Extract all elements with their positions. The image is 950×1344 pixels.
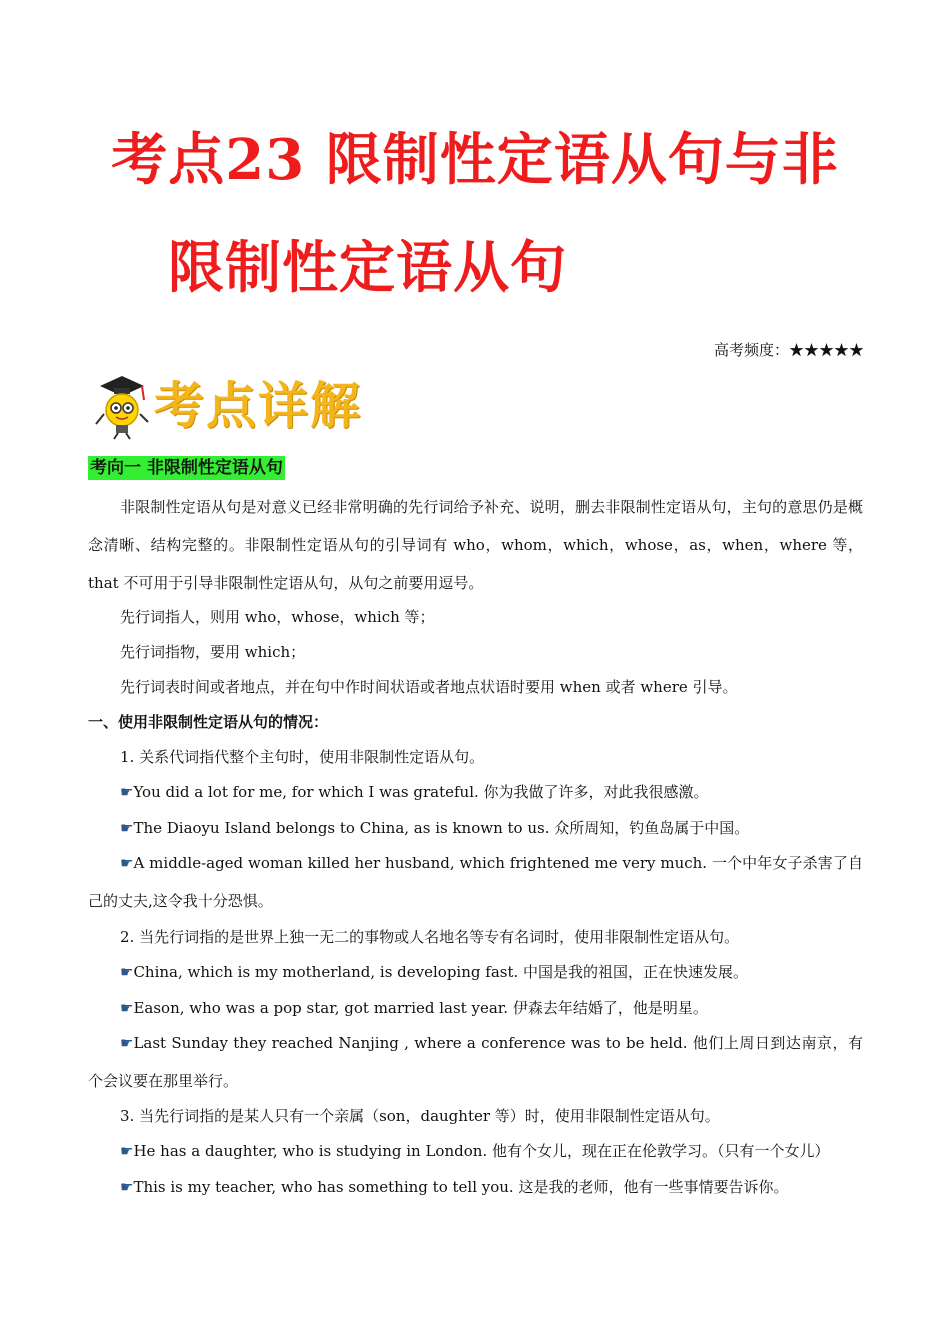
- example-text: Last Sunday they reached Nanjing , where a conference was to be held. 他们上周日到达南京，有个会议要在那里举行。: [88, 1034, 863, 1090]
- example-item: [88, 844, 863, 920]
- example-text: He has a daughter, who is studying in London. 他有个女儿，现在正在伦敦学习。（只有一个女儿）: [133, 1142, 830, 1160]
- usage-subheading: 一、使用非限制性定语从句的情况：: [88, 713, 329, 731]
- pointing-hand-icon: ☛: [120, 854, 134, 872]
- example-text: This is my teacher, who has something to tell you. 这是我的老师，他有一些事情要告诉你。: [133, 1178, 789, 1196]
- title-line-1: 考点23 限制性定语从句与非: [111, 127, 839, 193]
- pointing-hand-icon: ☛: [120, 963, 134, 981]
- section-heading: 考向一 非限制性定语从句: [90, 458, 283, 478]
- frequency-label: 高考频度：: [713, 341, 789, 359]
- pointing-hand-icon: ☛: [120, 783, 134, 801]
- banner-title: 考点详解: [154, 376, 362, 435]
- pointing-hand-icon: ☛: [120, 999, 134, 1017]
- example-text: A middle-aged woman killed her husband, which frightened me very much. 一个中年女子杀害了自己的丈夫,这令我十分恐惧。: [88, 854, 863, 910]
- pointing-hand-icon: ☛: [120, 1178, 134, 1196]
- example-text: China, which is my motherland, is developing fast. 中国是我的祖国，正在快速发展。: [133, 963, 749, 981]
- point-3: 3. 当先行词指的是某人只有一个亲属（son，daughter 等）时，使用非限制性定语从句。: [120, 1107, 720, 1125]
- example-text: You did a lot for me, for which I was grateful. 你为我做了许多，对此我很感激。: [133, 783, 709, 801]
- example-item: [88, 1024, 863, 1100]
- intro-paragraph: 非限制性定语从句是对意义已经非常明确的先行词给予补充、说明，删去非限制性定语从句，主句的意思仍是概念清晰、结构完整的。非限制性定语从句的引导词有 who，whom，which，whose，as，when，where 等，that 不可用于引导非限制性定语从句，从句之前要用逗号。: [88, 498, 863, 592]
- point-2: 2. 当先行词指的是世界上独一无二的事物或人名地名等专有名词时，使用非限制性定语从句。: [120, 928, 740, 946]
- example-text: Eason, who was a pop star, got married last year. 伊森去年结婚了，他是明星。: [133, 999, 708, 1017]
- exam-frequency: [714, 340, 864, 360]
- example-text: The Diaoyu Island belongs to China, as is known to us. 众所周知，钓鱼岛属于中国。: [133, 819, 750, 837]
- pointing-hand-icon: ☛: [120, 1034, 134, 1052]
- title-line-2: 限制性定语从句: [168, 235, 567, 301]
- rule-person: 先行词指人，则用 who，whose，which 等；: [120, 608, 435, 626]
- pointing-hand-icon: ☛: [120, 819, 134, 837]
- pointing-hand-icon: ☛: [120, 1142, 134, 1160]
- rule-thing: 先行词指物，要用 which；: [120, 643, 306, 661]
- example-item: [120, 1141, 829, 1161]
- example-item: [120, 782, 709, 802]
- cartoon-bulb-graduate-icon: [92, 374, 152, 440]
- example-item: [120, 998, 708, 1018]
- rule-time-place: 先行词表时间或者地点，并在句中作时间状语或者地点状语时要用 when 或者 where 引导。: [120, 678, 738, 696]
- example-item: [120, 818, 749, 838]
- example-item: [120, 1177, 788, 1197]
- example-item: [120, 962, 748, 982]
- point-1: 1. 关系代词指代整个主句时，使用非限制性定语从句。: [120, 748, 485, 766]
- section-banner: [92, 372, 392, 442]
- frequency-stars: ★★★★★: [788, 341, 864, 359]
